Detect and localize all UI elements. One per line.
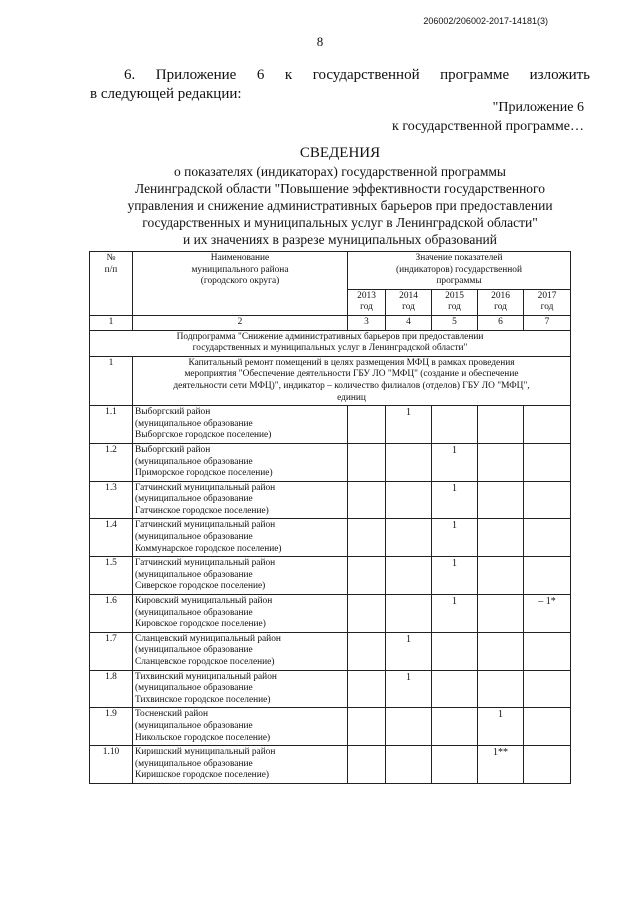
table-row — [90, 443, 571, 481]
indicator-value — [386, 519, 432, 557]
indicator-value — [386, 595, 432, 633]
indicator-value: 1 — [478, 708, 524, 746]
indicator-value — [478, 519, 524, 557]
row-number: 1.6 — [90, 595, 133, 633]
table-row — [90, 632, 571, 670]
year-header: 2014 год — [386, 289, 432, 315]
row-number: 1.8 — [90, 670, 133, 708]
year-header: 2016 год — [478, 289, 524, 315]
document-number: 206002/206002-2017-14181(3) — [423, 16, 548, 26]
indicator-value — [478, 443, 524, 481]
row-number: 1.7 — [90, 632, 133, 670]
intro-line-1: 6. Приложение 6 к государственной программе изложить — [124, 67, 590, 83]
district-name: Гатчинский муниципальный район (муниципальное образование Гатчинское городское поселение) — [133, 481, 348, 519]
table-row — [90, 519, 571, 557]
year-header: 2017 год — [524, 289, 571, 315]
indicator-value: 1 — [432, 519, 478, 557]
row-number: 1.3 — [90, 481, 133, 519]
indicator-value: 1 — [386, 632, 432, 670]
indicator-value — [348, 557, 386, 595]
indicator-value — [478, 557, 524, 595]
indicator-value: 1 — [386, 406, 432, 444]
indicator-value — [432, 406, 478, 444]
district-name: Кировский муниципальный район (муниципальное образование Кировское городское поселение) — [133, 595, 348, 633]
indicator-value — [348, 481, 386, 519]
row-number: 1.1 — [90, 406, 133, 444]
indicator-value — [432, 632, 478, 670]
indicator-value — [348, 670, 386, 708]
indicator-value — [524, 670, 571, 708]
row-number: 1.4 — [90, 519, 133, 557]
indicator-value — [348, 746, 386, 784]
district-name: Тосненский район (муниципальное образование Никольское городское поселение) — [133, 708, 348, 746]
table-row — [90, 746, 571, 784]
district-name: Выборгский район (муниципальное образование Приморское городское поселение) — [133, 443, 348, 481]
indicator-value — [524, 708, 571, 746]
indicator-value — [524, 746, 571, 784]
indicator-value — [524, 481, 571, 519]
document-title: СВЕДЕНИЯ — [299, 145, 381, 161]
indicator-value — [432, 746, 478, 784]
indicator-value — [386, 746, 432, 784]
appendix-reference: "Приложение 6 к государственной программе… — [392, 100, 584, 134]
row-number: 1.10 — [90, 746, 133, 784]
indicator-value — [524, 406, 571, 444]
district-name: Сланцевский муниципальный район (муниципальное образование Сланцевское городское поселение) — [133, 632, 348, 670]
indicator-value: – 1* — [524, 595, 571, 633]
row-number: 1.5 — [90, 557, 133, 595]
indicator-value — [348, 595, 386, 633]
year-header: 2013 год — [348, 289, 386, 315]
page-number: 8 — [316, 34, 324, 49]
indicator-value — [386, 481, 432, 519]
table-row — [90, 670, 571, 708]
column-number-row: 1 2 3 4 5 6 7 — [90, 315, 571, 330]
indicator-value — [478, 670, 524, 708]
district-name: Гатчинский муниципальный район (муниципальное образование Коммунарское городское поселение) — [133, 519, 348, 557]
row-number: 1.9 — [90, 708, 133, 746]
table-row — [90, 481, 571, 519]
indicator-value — [524, 557, 571, 595]
indicator-value — [478, 406, 524, 444]
indicator-value — [478, 481, 524, 519]
indicator-value — [348, 632, 386, 670]
indicator-value — [386, 443, 432, 481]
indicator-value — [386, 708, 432, 746]
header-values: Значение показателей (индикаторов) государственной программы — [348, 252, 571, 290]
table-row — [90, 708, 571, 746]
indicator-value: 1 — [432, 595, 478, 633]
table-row — [90, 406, 571, 444]
district-name: Выборгский район (муниципальное образование Выборгское городское поселение) — [133, 406, 348, 444]
header-number: № п/п — [90, 252, 133, 316]
row-number: 1.2 — [90, 443, 133, 481]
indicator-value — [348, 708, 386, 746]
header-name: Наименование муниципального района (городского округа) — [133, 252, 348, 316]
indicator-value: 1 — [432, 443, 478, 481]
table-row — [90, 557, 571, 595]
indicator-value — [348, 406, 386, 444]
district-name: Тихвинский муниципальный район (муниципальное образование Тихвинское городское поселение) — [133, 670, 348, 708]
table-header-row — [90, 252, 571, 290]
indicator-value: 1** — [478, 746, 524, 784]
section-row: 1 Капитальный ремонт помещений в целях размещения МФЦ в рамках проведения мероприятия "Обеспечение деятельности ГБУ ЛО "МФЦ" (создание и обеспечение деятельности сети МФЦ)", индикатор – количество филиалов (отделов) ГБУ ЛО "МФЦ", единиц — [90, 356, 571, 405]
table-row — [90, 595, 571, 633]
document-subtitle: о показателях (индикаторах) государственной программы Ленинградской области "Повышение эффективности государственного управления и снижение административных барьеров при предоставлении государственных и муниципальных услуг в Ленинградской области" и их значениях в разрезе муниципальных образований — [127, 164, 553, 247]
indicator-value — [524, 443, 571, 481]
indicator-value: 1 — [432, 481, 478, 519]
subprogram-row: Подпрограмма "Снижение административных барьеров при предоставлении государственных и муниципальных услуг в Ленинградской области" — [90, 330, 571, 356]
indicator-value — [348, 443, 386, 481]
indicator-value — [432, 708, 478, 746]
indicators-table — [89, 251, 571, 784]
indicator-value — [478, 632, 524, 670]
indicator-value: 1 — [432, 557, 478, 595]
indicator-value — [524, 519, 571, 557]
indicator-value — [524, 632, 571, 670]
district-name: Киришский муниципальный район (муниципальное образование Киришское городское поселение) — [133, 746, 348, 784]
year-header: 2015 год — [432, 289, 478, 315]
indicator-value — [348, 519, 386, 557]
intro-line-2: в следующей редакции: — [90, 86, 242, 102]
indicator-value — [386, 557, 432, 595]
indicator-value: 1 — [386, 670, 432, 708]
indicator-value — [478, 595, 524, 633]
indicator-value — [432, 670, 478, 708]
district-name: Гатчинский муниципальный район (муниципальное образование Сиверское городское поселение) — [133, 557, 348, 595]
